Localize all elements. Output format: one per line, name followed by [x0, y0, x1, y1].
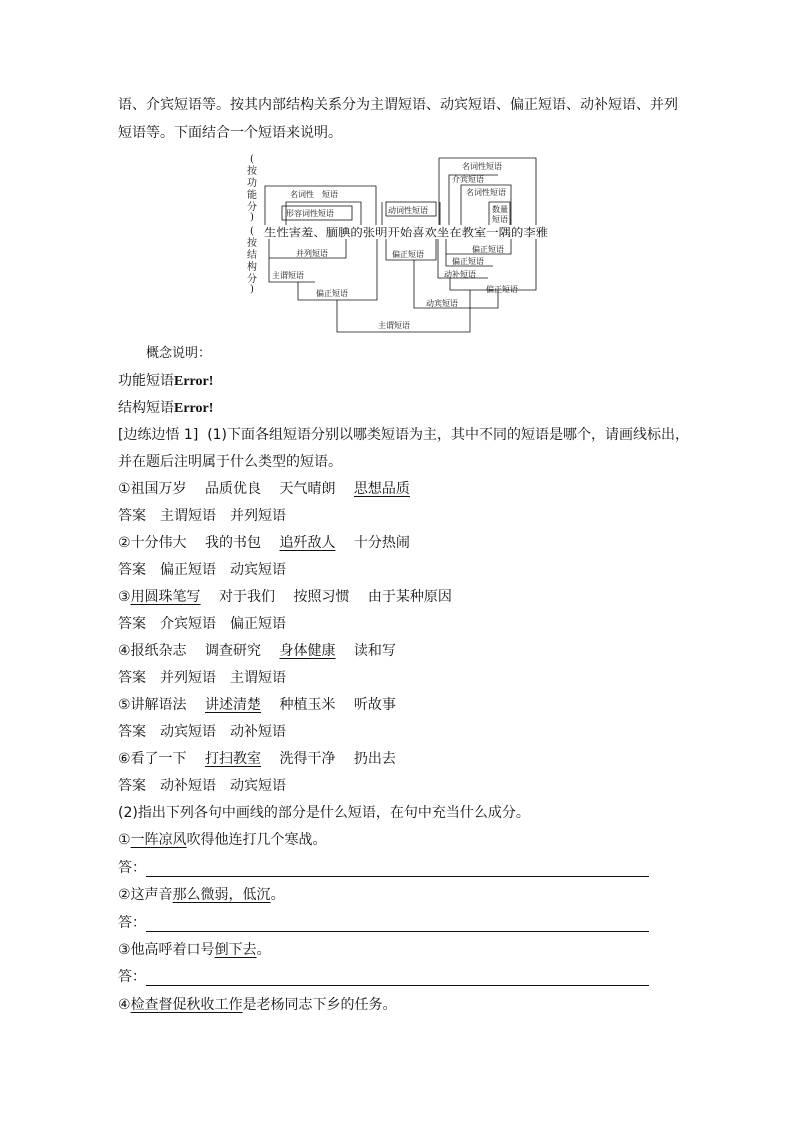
label-pz4: 偏正短语: [452, 257, 484, 266]
group-3-num: ③: [118, 589, 131, 605]
side-bottom-5: ): [250, 284, 254, 295]
side-top-2: 功: [247, 178, 257, 189]
label-pz5: 偏正短语: [486, 285, 518, 294]
group-5-item-4: 听故事: [353, 697, 396, 713]
answer-6-a: 动补短语: [160, 778, 216, 794]
answer-4-a: 并列短语: [160, 670, 216, 686]
group-2-item-4: 十分热闹: [353, 535, 410, 551]
group-5-num: ⑤: [118, 697, 131, 713]
answer-1: [118, 506, 286, 526]
side-top-3: 能: [247, 190, 257, 201]
group-3: [118, 587, 452, 607]
q1-underlined: 一阵凉风: [130, 832, 187, 848]
q3-num: ③: [118, 942, 131, 958]
group-3-underlined: 用圆珠笔写: [130, 589, 201, 605]
struct-label: 结构短语: [118, 400, 174, 416]
phrase-structure-diagram: [240, 150, 550, 335]
q1-rest: 吹得他连打几个寒战。: [186, 832, 327, 848]
q2-num: ②: [118, 887, 131, 903]
side-top-4: 分: [247, 202, 257, 213]
label-db: 动补短语: [444, 270, 476, 279]
answer-2-a: 偏正短语: [160, 562, 216, 578]
group-1: [118, 479, 410, 499]
q4-rest: 是老杨同志下乡的任务。: [242, 997, 397, 1013]
q3-pre: 他高呼着口号: [130, 942, 215, 958]
func-error: Error!: [174, 374, 214, 389]
side-bottom-2: 结: [247, 250, 257, 261]
answer-1-a: 主谓短语: [160, 508, 216, 524]
label-mc3: 名词性短语: [466, 188, 506, 197]
answer-3: [118, 614, 286, 634]
q2-underlined: 那么微弱，低沉: [172, 887, 271, 903]
side-bottom-4: 分: [247, 274, 257, 285]
group-5-item-3: 种植玉米: [279, 697, 336, 713]
intro-line-1: 语、介宾短语等。按其内部结构关系分为主谓短语、动宾短语、偏正短语、动补短语、并列: [118, 97, 678, 113]
exercise-tag: [边练边悟 1]: [118, 427, 199, 443]
group-6-num: ⑥: [118, 751, 131, 767]
group-5-underlined: 讲述清楚: [205, 697, 262, 713]
group-4-underlined: 身体健康: [279, 643, 336, 659]
answer-2-b: 动宾短语: [230, 562, 286, 578]
func-label: 功能短语: [118, 373, 174, 389]
label-xrc: 形容词性短语: [286, 209, 334, 218]
group-3-item-2: 对于我们: [219, 589, 276, 605]
group-3-item-3: 按照习惯: [293, 589, 350, 605]
exercise-head-2: 并在题后注明属于什么类型的短语。: [118, 454, 342, 470]
concept-struct-line: [118, 398, 213, 419]
answer-prefix-1: 答：: [118, 860, 146, 876]
label-dbn: 动宾短语: [426, 299, 458, 308]
side-top-0: (: [250, 154, 254, 165]
group-2-item-2: 我的书包: [205, 535, 262, 551]
label-sl1: 数量: [492, 205, 508, 214]
q4-num: ④: [118, 997, 131, 1013]
group-1-underlined: 思想品质: [353, 481, 410, 497]
answer-5-b: 动补短语: [230, 724, 286, 740]
group-4-item-2: 调查研究: [205, 643, 262, 659]
q2-rest: 。: [270, 887, 285, 903]
answer-label: 答案: [118, 562, 146, 578]
q1-num: ①: [118, 832, 131, 848]
side-top-1: 按: [247, 166, 257, 177]
group-4-num: ④: [118, 643, 131, 659]
q3-rest: 。: [256, 942, 271, 958]
group-2-item-1: 十分伟大: [130, 535, 187, 551]
question-4: [118, 995, 397, 1015]
answer-label: 答案: [118, 724, 146, 740]
q2-pre: 这声音: [130, 887, 173, 903]
question-2: [118, 885, 285, 905]
question-1: [118, 830, 327, 850]
concept-func-line: [118, 371, 213, 392]
answer-label: 答案: [118, 778, 146, 794]
label-pz2: 偏正短语: [392, 250, 424, 259]
side-bottom-0: (: [250, 226, 254, 237]
group-1-item-1: 祖国万岁: [130, 481, 187, 497]
side-top-5: ): [250, 212, 254, 223]
label-jb: 介宾短语: [452, 175, 484, 184]
label-sl2: 短语: [492, 215, 508, 224]
group-1-item-2: 品质优良: [205, 481, 262, 497]
answer-6: [118, 776, 286, 796]
answer-1-b: 并列短语: [230, 508, 286, 524]
label-zw2: 主谓短语: [378, 321, 410, 330]
label-pz1: 偏正短语: [316, 289, 348, 298]
diagram-sentence: 生性害羞、腼腆的张明开始喜欢坐在教室一隅的李雅: [264, 226, 517, 239]
answer-line-2[interactable]: [146, 931, 649, 932]
concept-title: 概念说明：: [146, 346, 212, 361]
answer-4: [118, 668, 286, 688]
label-dc: 动词性短语: [388, 206, 428, 215]
label-mc-top: 名词性短语: [462, 162, 502, 171]
answer-3-a: 介宾短语: [160, 616, 216, 632]
group-1-item-3: 天气晴朗: [279, 481, 336, 497]
answer-5-a: 动宾短语: [160, 724, 216, 740]
group-6-underlined: 打扫教室: [205, 751, 262, 767]
group-3-item-4: 由于某种原因: [367, 589, 452, 605]
part-2-prompt: (2)指出下列各句中画线的部分是什么短语，在句中充当什么成分。: [118, 805, 530, 821]
group-4-item-1: 报纸杂志: [130, 643, 187, 659]
label-blj: 并列短语: [296, 249, 328, 258]
answer-3-b: 偏正短语: [230, 616, 286, 632]
answer-prefix-2: 答：: [118, 915, 146, 931]
label-pz3: 偏正短语: [472, 245, 504, 254]
answer-6-b: 动宾短语: [230, 778, 286, 794]
exercise-head-text: (1)下面各组短语分别以哪类短语为主，其中不同的短语是哪个，请画线标出，: [207, 427, 690, 443]
q3-underlined: 倒下去: [214, 942, 257, 958]
group-5: [118, 695, 396, 715]
group-4: [118, 641, 396, 661]
answer-4-b: 主谓短语: [230, 670, 286, 686]
diagram-side-labels: [247, 154, 258, 295]
group-6-item-4: 扔出去: [353, 751, 396, 767]
answer-prefix-3: 答：: [118, 969, 146, 985]
label-mc1: 名词性: [290, 190, 314, 199]
intro-line-2: 短语等。下面结合一个短语来说明。: [118, 125, 342, 141]
group-6-item-1: 看了一下: [130, 751, 187, 767]
answer-label: 答案: [118, 670, 146, 686]
answer-5: [118, 722, 286, 742]
q4-underlined: 检查督促秋收工作: [130, 997, 243, 1013]
answer-line-3[interactable]: [146, 985, 649, 986]
answer-2: [118, 560, 286, 580]
side-bottom-1: 按: [247, 238, 257, 249]
answer-line-1[interactable]: [146, 876, 649, 877]
group-6-item-3: 洗得干净: [279, 751, 336, 767]
struct-error: Error!: [174, 401, 214, 416]
group-1-num: ①: [118, 481, 131, 497]
answer-label: 答案: [118, 508, 146, 524]
exercise-head: [118, 425, 689, 445]
question-3: [118, 940, 271, 960]
group-2: [118, 533, 410, 553]
group-4-item-4: 读和写: [353, 643, 396, 659]
group-2-num: ②: [118, 535, 131, 551]
group-5-item-1: 讲解语法: [130, 697, 187, 713]
group-6: [118, 749, 396, 769]
label-mc1b: 短语: [322, 190, 338, 199]
group-2-underlined: 追歼敌人: [279, 535, 336, 551]
side-bottom-3: 构: [247, 262, 257, 273]
answer-label: 答案: [118, 616, 146, 632]
label-zw1: 主谓短语: [272, 271, 304, 280]
